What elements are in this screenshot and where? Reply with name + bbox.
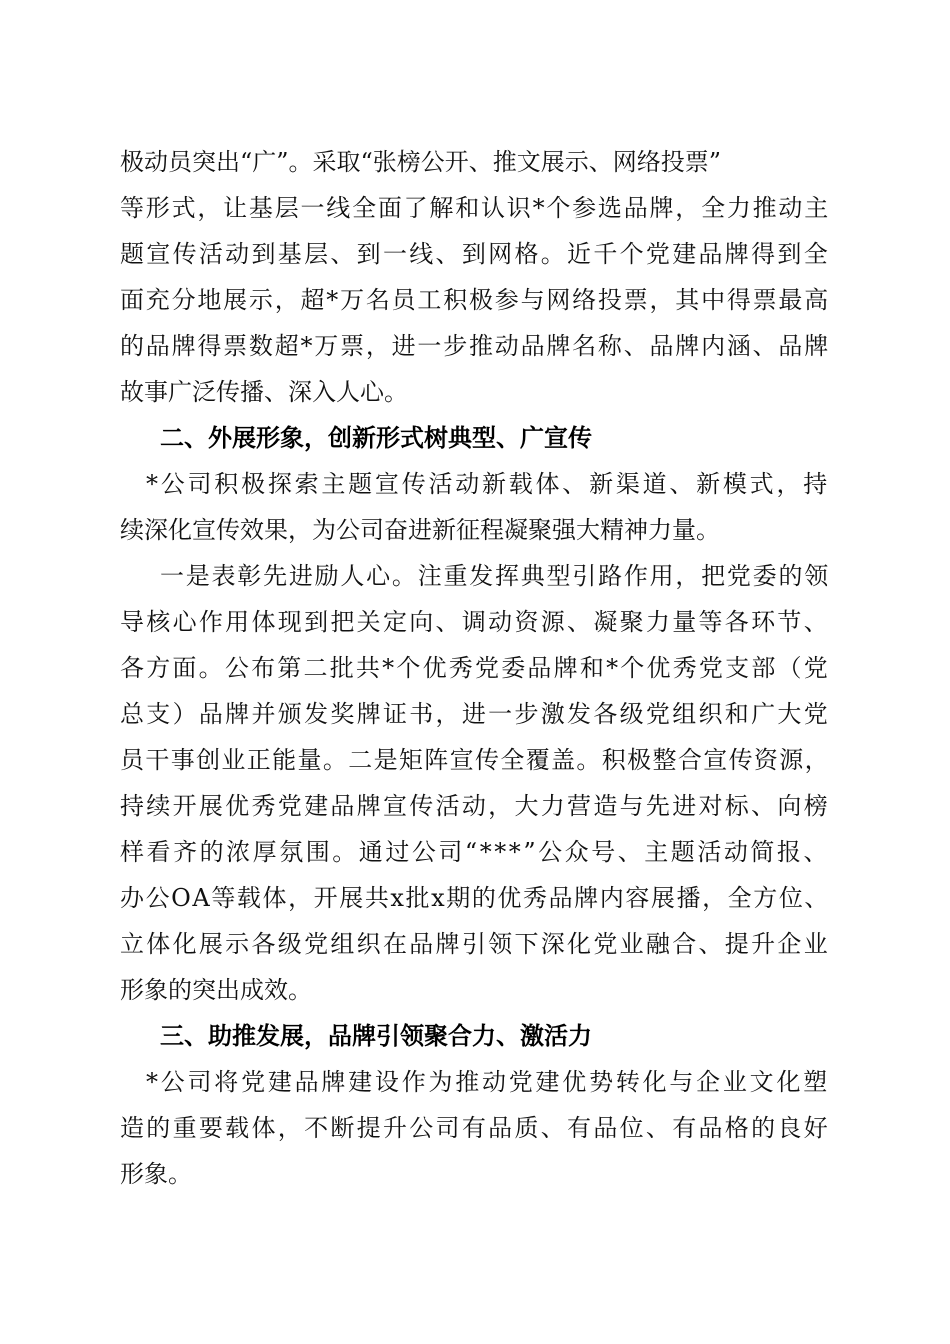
body-text-line: 员干事创业正能量。二是矩阵宣传全覆盖。积极整合宣传资源， bbox=[120, 746, 830, 774]
body-text-line: *公司积极探索主题宣传活动新载体、新渠道、新模式，持 bbox=[146, 470, 830, 498]
body-text-line: 面充分地展示，超*万名员工积极参与网络投票，其中得票最高 bbox=[120, 286, 831, 314]
body-text-line: 极动员突出“广”。采取“张榜公开、推文展示、网络投票” bbox=[120, 148, 722, 176]
body-text-line: 立体化展示各级党组织在品牌引领下深化党业融合、提升企业 bbox=[120, 930, 830, 958]
body-text-line: 总支）品牌并颁发奖牌证书，进一步激发各级党组织和广大党 bbox=[120, 700, 830, 728]
body-text-line: 办公OA等载体，开展共x批x期的优秀品牌内容展播，全方位、 bbox=[120, 884, 831, 912]
body-text-line: 一是表彰先进励人心。注重发挥典型引路作用，把党委的领 bbox=[160, 562, 830, 590]
body-text-line: 的品牌得票数超*万票，进一步推动品牌名称、品牌内涵、品牌 bbox=[120, 332, 831, 360]
body-text-line: 样看齐的浓厚氛围。通过公司“***”公众号、主题活动简报、 bbox=[120, 838, 830, 866]
body-text-line: 持续开展优秀党建品牌宣传活动，大力营造与先进对标、向榜 bbox=[120, 792, 830, 820]
body-text-line: 续深化宣传效果，为公司奋进新征程凝聚强大精神力量。 bbox=[120, 516, 720, 544]
body-text-line: 形象的突出成效。 bbox=[120, 976, 312, 1004]
body-text-line: 各方面。公布第二批共*个优秀党委品牌和*个优秀党支部（党 bbox=[120, 654, 830, 682]
body-text-line: 造的重要载体，不断提升公司有品质、有品位、有品格的良好 bbox=[120, 1114, 830, 1142]
body-text-line: 等形式，让基层一线全面了解和认识*个参选品牌，全力推动主 bbox=[120, 194, 831, 222]
body-text-line: 形象。 bbox=[120, 1160, 192, 1188]
body-text-line: 题宣传活动到基层、到一线、到网格。近千个党建品牌得到全 bbox=[120, 240, 830, 268]
section-heading: 二、外展形象，创新形式树典型、广宣传 bbox=[160, 424, 592, 452]
body-text-line: 导核心作用体现到把关定向、调动资源、凝聚力量等各环节、 bbox=[120, 608, 830, 636]
body-text-line: 故事广泛传播、深入人心。 bbox=[120, 378, 408, 406]
body-text-line: *公司将党建品牌建设作为推动党建优势转化与企业文化塑 bbox=[146, 1068, 830, 1096]
section-heading: 三、助推发展，品牌引领聚合力、激活力 bbox=[160, 1022, 592, 1050]
